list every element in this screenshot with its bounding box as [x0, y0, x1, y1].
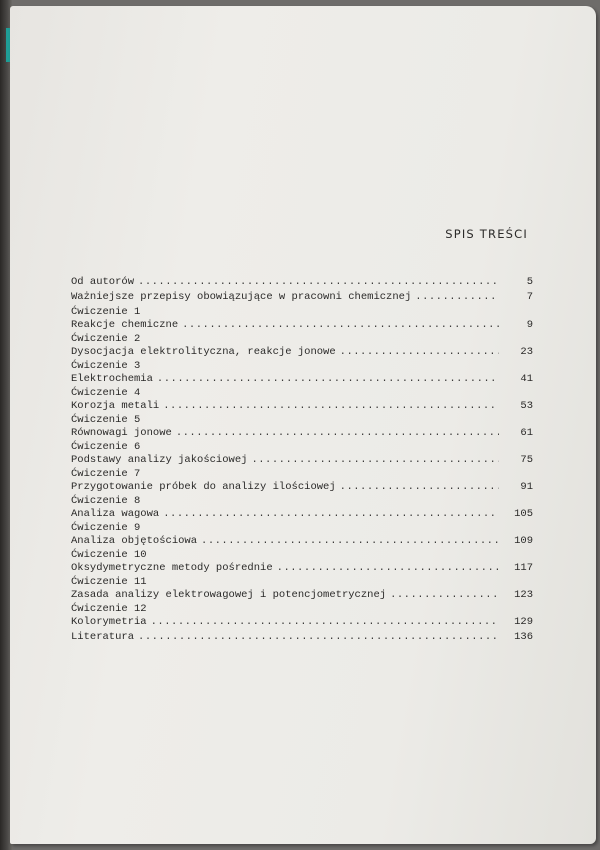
exercise-label: Ćwiczenie 3 — [71, 360, 141, 373]
toc-entry — [71, 549, 533, 574]
toc-entry-title: Reakcje chemiczne — [71, 318, 179, 331]
toc-entry-title: Kolorymetria — [71, 615, 147, 628]
dot-leader — [390, 589, 499, 602]
toc-entry-title: Podstawy analizy jakościowej — [71, 453, 248, 466]
dot-leader — [138, 276, 499, 289]
exercise-label: Ćwiczenie 5 — [71, 414, 141, 427]
dot-leader — [176, 427, 499, 440]
exercise-label: Ćwiczenie 1 — [71, 306, 141, 319]
dot-leader — [163, 400, 499, 413]
toc-page-number: 9 — [526, 318, 533, 331]
toc-page-number: 105 — [514, 507, 533, 520]
toc-entry-title: Równowagi jonowe — [71, 426, 172, 439]
toc-page-number: 136 — [514, 630, 533, 643]
exercise-label: Ćwiczenie 2 — [71, 333, 141, 346]
toc-entry-title: Od autorów — [71, 276, 135, 288]
toc-entry — [71, 306, 533, 331]
toc-page-number: 5 — [526, 276, 533, 288]
table-of-contents — [71, 276, 533, 643]
dot-leader — [182, 319, 499, 332]
toc-page-number: 123 — [514, 588, 533, 601]
exercise-label: Ćwiczenie 12 — [71, 602, 147, 615]
toc-entry-title: Korozja metali — [71, 399, 160, 412]
document-page — [10, 6, 596, 844]
toc-page-number: 109 — [514, 534, 533, 547]
dot-leader — [157, 373, 499, 386]
toc-entry-title: Analiza objętościowa — [71, 534, 198, 547]
exercise-label: Ćwiczenie 6 — [71, 441, 141, 453]
exercise-label: Ćwiczenie 8 — [71, 494, 141, 507]
toc-page-number: 7 — [526, 291, 533, 304]
toc-page-number: 129 — [514, 615, 533, 628]
toc-entry — [71, 276, 533, 289]
exercise-label: Ćwiczenie 9 — [71, 521, 141, 534]
dot-leader — [415, 291, 499, 304]
dot-leader — [340, 481, 499, 494]
toc-page-number: 53 — [520, 399, 533, 412]
toc-entry — [71, 333, 533, 358]
toc-entry-title: Ważniejsze przepisy obowiązujące w pracowni chemicznej — [71, 291, 412, 304]
toc-entry-title: Przygotowanie próbek do analizy ilościowej — [71, 480, 336, 493]
toc-entry-title: Elektrochemia — [71, 372, 153, 385]
toc-entry — [71, 441, 533, 466]
dot-leader — [277, 562, 499, 575]
toc-entry — [71, 468, 533, 493]
dot-leader — [138, 631, 499, 644]
toc-entry — [71, 495, 533, 520]
toc-page-number: 117 — [514, 561, 533, 574]
exercise-label: Ćwiczenie 4 — [71, 387, 141, 400]
dot-leader — [340, 346, 499, 359]
toc-entry — [71, 631, 533, 644]
toc-entry — [71, 360, 533, 385]
toc-entry — [71, 414, 533, 439]
toc-page-number: 41 — [520, 372, 533, 385]
dot-leader — [151, 616, 499, 629]
toc-entry-title: Oksydymetryczne metody pośrednie — [71, 561, 273, 574]
toc-entry — [71, 522, 533, 547]
toc-entry-title: Literatura — [71, 630, 135, 643]
exercise-label: Ćwiczenie 10 — [71, 548, 147, 561]
toc-page-number: 61 — [520, 426, 533, 439]
page-title: SPIS TREŚCI — [445, 227, 528, 241]
toc-page-number: 75 — [520, 453, 533, 466]
toc-entry-title: Zasada analizy elektrowagowej i potencjometrycznej — [71, 588, 387, 601]
exercise-label: Ćwiczenie 11 — [71, 575, 147, 588]
dot-leader — [201, 535, 499, 548]
toc-entry-title: Analiza wagowa — [71, 507, 160, 520]
toc-entry — [71, 387, 533, 412]
exercise-label: Ćwiczenie 7 — [71, 467, 141, 480]
dot-leader — [163, 508, 499, 521]
toc-page-number: 23 — [520, 345, 533, 358]
toc-entry — [71, 576, 533, 601]
toc-entry-title: Dysocjacja elektrolityczna, reakcje jonowe — [71, 345, 336, 358]
dot-leader — [251, 454, 499, 467]
toc-entry — [71, 603, 533, 628]
toc-page-number: 91 — [520, 480, 533, 493]
toc-entry — [71, 291, 533, 304]
